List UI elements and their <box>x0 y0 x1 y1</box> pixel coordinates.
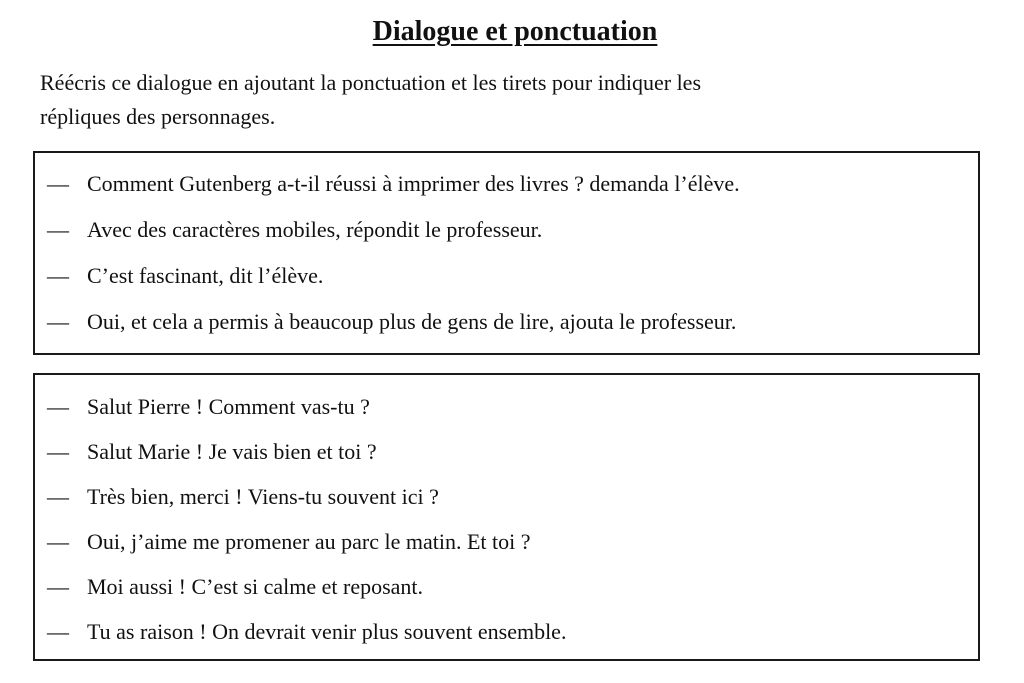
dialogue-dash: — <box>47 529 69 554</box>
dialogue-text: Tu as raison ! On devrait venir plus souvent ensemble. <box>87 619 567 644</box>
dialogue-box-1 <box>33 151 980 355</box>
dialogue-text: Salut Pierre ! Comment vas-tu ? <box>87 394 370 419</box>
dialogue-dash: — <box>47 619 69 644</box>
dialogue-dash: — <box>47 394 69 419</box>
dialogue-text: Comment Gutenberg a-t-il réussi à imprimer des livres ? demanda l’élève. <box>87 171 740 196</box>
dialogue-line <box>47 438 377 466</box>
dialogue-dash: — <box>47 574 69 599</box>
dialogue-line <box>47 618 566 646</box>
dialogue-dash: — <box>47 484 69 509</box>
dialogue-line <box>47 262 323 290</box>
dialogue-dash: — <box>47 263 69 288</box>
dialogue-line <box>47 573 423 601</box>
dialogue-text: Oui, et cela a permis à beaucoup plus de gens de lire, ajouta le professeur. <box>87 309 737 334</box>
dialogue-box-2 <box>33 373 980 661</box>
dialogue-text: C’est fascinant, dit l’élève. <box>87 263 324 288</box>
dialogue-dash: — <box>47 439 69 464</box>
dialogue-text: Oui, j’aime me promener au parc le matin. Et toi ? <box>87 529 531 554</box>
instructions-line-1: Réécris ce dialogue en ajoutant la ponctuation et les tirets pour indiquer les <box>40 70 702 95</box>
dialogue-text: Avec des caractères mobiles, répondit le professeur. <box>87 217 543 242</box>
dialogue-text: Moi aussi ! C’est si calme et reposant. <box>87 574 424 599</box>
dialogue-dash: — <box>47 309 69 334</box>
dialogue-line <box>47 308 736 336</box>
dialogue-line <box>47 170 740 198</box>
dialogue-dash: — <box>47 217 69 242</box>
dialogue-dash: — <box>47 171 69 196</box>
instructions-line-2: répliques des personnages. <box>40 104 276 129</box>
dialogue-line <box>47 216 542 244</box>
dialogue-text: Très bien, merci ! Viens-tu souvent ici ? <box>87 484 439 509</box>
page-title-text: Dialogue et ponctuation <box>372 16 658 47</box>
dialogue-line <box>47 483 439 511</box>
instructions <box>40 66 900 134</box>
dialogue-line <box>47 393 370 421</box>
dialogue-text: Salut Marie ! Je vais bien et toi ? <box>87 439 377 464</box>
page-title <box>0 14 1024 50</box>
dialogue-line <box>47 528 531 556</box>
